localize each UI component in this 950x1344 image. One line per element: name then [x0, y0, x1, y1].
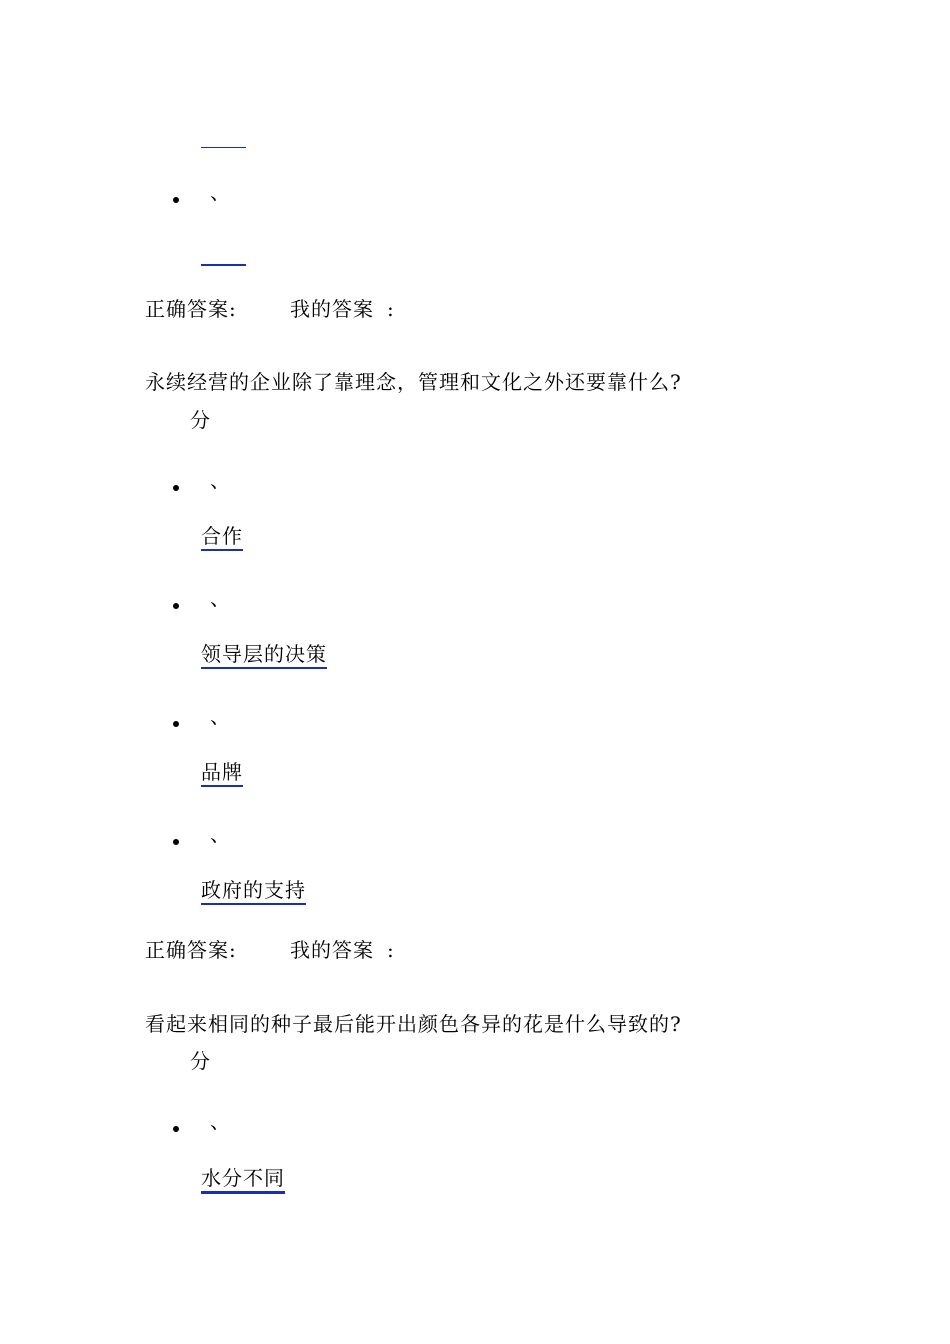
option-link-empty[interactable]	[201, 264, 246, 266]
my-answer-colon: :	[387, 938, 395, 962]
option-link[interactable]: 水分不同	[201, 1166, 285, 1194]
option-link[interactable]: 政府的支持	[201, 878, 306, 905]
my-answer-label: 我的答案	[290, 297, 374, 321]
question-score-label: 分	[190, 408, 211, 432]
option-link-empty[interactable]	[201, 147, 246, 148]
my-answer-label: 我的答案	[290, 938, 374, 962]
option-bullet	[173, 603, 179, 609]
correct-answer-label: 正确答案:	[145, 938, 237, 962]
option-marker: 、	[210, 468, 230, 492]
correct-answer-label: 正确答案:	[145, 297, 237, 321]
option-bullet	[173, 197, 179, 203]
option-marker: 、	[210, 704, 230, 728]
option-link[interactable]: 品牌	[201, 760, 243, 787]
option-marker: 、	[210, 586, 230, 610]
option-bullet	[173, 721, 179, 727]
option-marker: 、	[210, 180, 230, 204]
option-link[interactable]: 领导层的决策	[201, 642, 327, 669]
question-score-label: 分	[190, 1049, 211, 1073]
option-marker: 、	[210, 822, 230, 846]
option-marker: 、	[210, 1109, 230, 1133]
question-text: 看起来相同的种子最后能开出颜色各异的花是什么导致的?	[145, 1012, 682, 1036]
option-bullet	[173, 485, 179, 491]
option-bullet	[173, 839, 179, 845]
question-text: 永续经营的企业除了靠理念，管理和文化之外还要靠什么?	[145, 370, 682, 394]
option-link[interactable]: 合作	[201, 524, 243, 551]
option-bullet	[173, 1126, 179, 1132]
my-answer-colon: :	[387, 297, 395, 321]
